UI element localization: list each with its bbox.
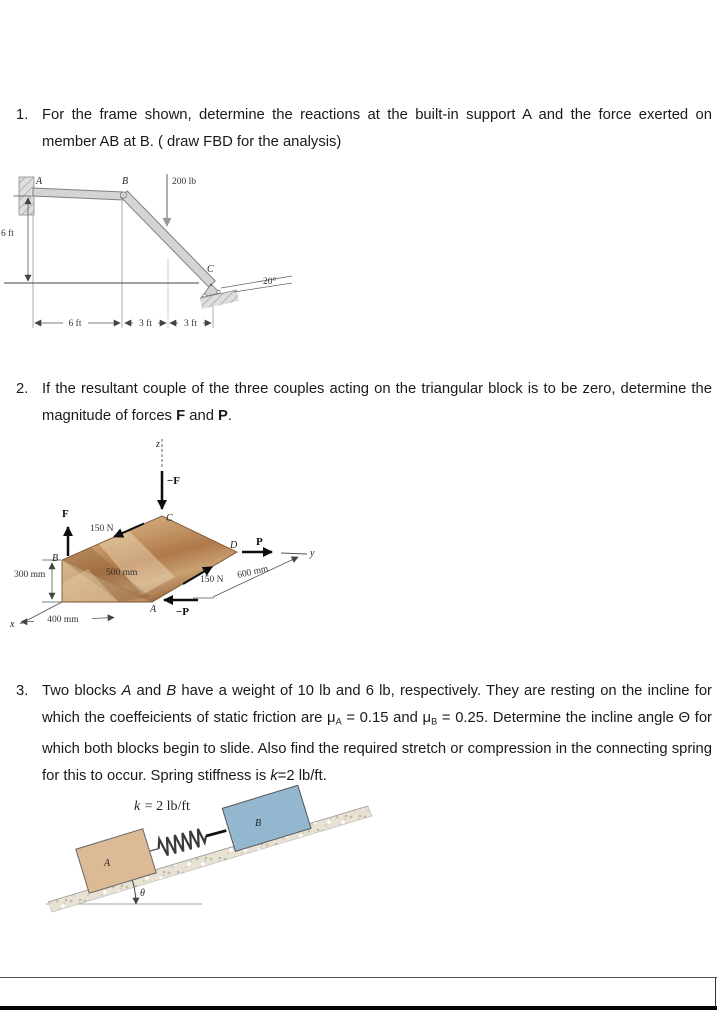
incline-diagram [40,785,385,920]
force-f-label: F [62,508,69,520]
angle-20-label: 20° [263,277,277,287]
dim300-label: 300 mm [14,570,46,580]
block-a-label: A [104,858,111,869]
force-150-bottom-label: 150 N [200,575,224,585]
label-d: D [230,540,238,551]
dim-span1-label: 6 ft [68,319,82,329]
force-200lb-label: 200 lb [172,177,197,187]
theta-label: θ [140,888,145,899]
triangular-block-diagram [0,435,340,640]
dim400-left-seg [21,621,34,622]
dim-height-label: 6 ft [1,229,14,239]
label-b: B [52,553,59,564]
dim500-label: 500 mm [106,568,138,578]
pin-b-dot [123,194,125,196]
bottom-rule-thin [0,977,717,978]
triangular-block [62,516,237,602]
bottom-rule-right-edge [715,977,716,1007]
dim400-label: 400 mm [47,615,79,625]
problem-2 [15,376,714,430]
spring-stiffness-label: k = 2 lb/ft [134,799,190,814]
label-c: C [207,264,214,275]
force-neg-f-label: −F [167,475,180,487]
problem-2-text: If the resultant couple of the three couples acting on the triangular block is to be zero, determine the magnitude of forces F and P. [42,381,712,424]
x-axis-label: x [10,619,15,630]
dim-span2-label: 3 ft [139,319,152,329]
force-neg-p-label: −P [176,606,189,618]
problem-3 [15,678,714,790]
force-p-label: P [256,536,263,548]
label-b: B [122,176,129,187]
problem-1-number: 1. [16,107,29,123]
label-a: A [36,176,43,187]
support-c-pin-dot [210,284,212,286]
angle-line-incline [221,276,292,288]
block-b [222,785,311,851]
force-150-top-label: 150 N [90,524,114,534]
block-b-label: B [255,818,262,829]
problem-1 [15,102,714,156]
y-axis [281,553,307,554]
label-c: C [166,513,173,524]
z-axis-label: z [156,439,160,450]
problem-3-number: 3. [16,683,29,699]
frame-diagram [0,168,340,348]
problem-2-number: 2. [16,381,29,397]
y-axis-label: y [310,548,315,559]
label-a: A [150,604,157,615]
member-ab [33,188,123,200]
bottom-rule-thick [0,1006,717,1010]
dim400-right-seg [92,618,114,619]
spring-lead-right [206,831,226,836]
dim-span3-label: 3 ft [184,319,197,329]
problem-3-text: Two blocks A and B have a weight of 10 lb and 6 lb, respectively. They are resting on the incline for which the coeffeicients of static friction are μA = 0.15 and μB = 0.25. Determine the incline angle Θ for which both blocks begin to slide. Also find the required stretch or compression in the connecting spring for this to occur. Spring stiffness is k=2 lb/ft. [42,683,712,784]
dim600-label: 600 mm [236,564,270,581]
support-c-roller-right [217,290,220,293]
spring-lead-left [150,849,159,851]
support-c-roller-left [203,294,206,297]
problem-1-text: For the frame shown, determine the reactions at the built-in support A and the force exerted on member AB at B. ( draw FBD for the analysis) [42,107,712,150]
spring-coils [156,827,208,857]
